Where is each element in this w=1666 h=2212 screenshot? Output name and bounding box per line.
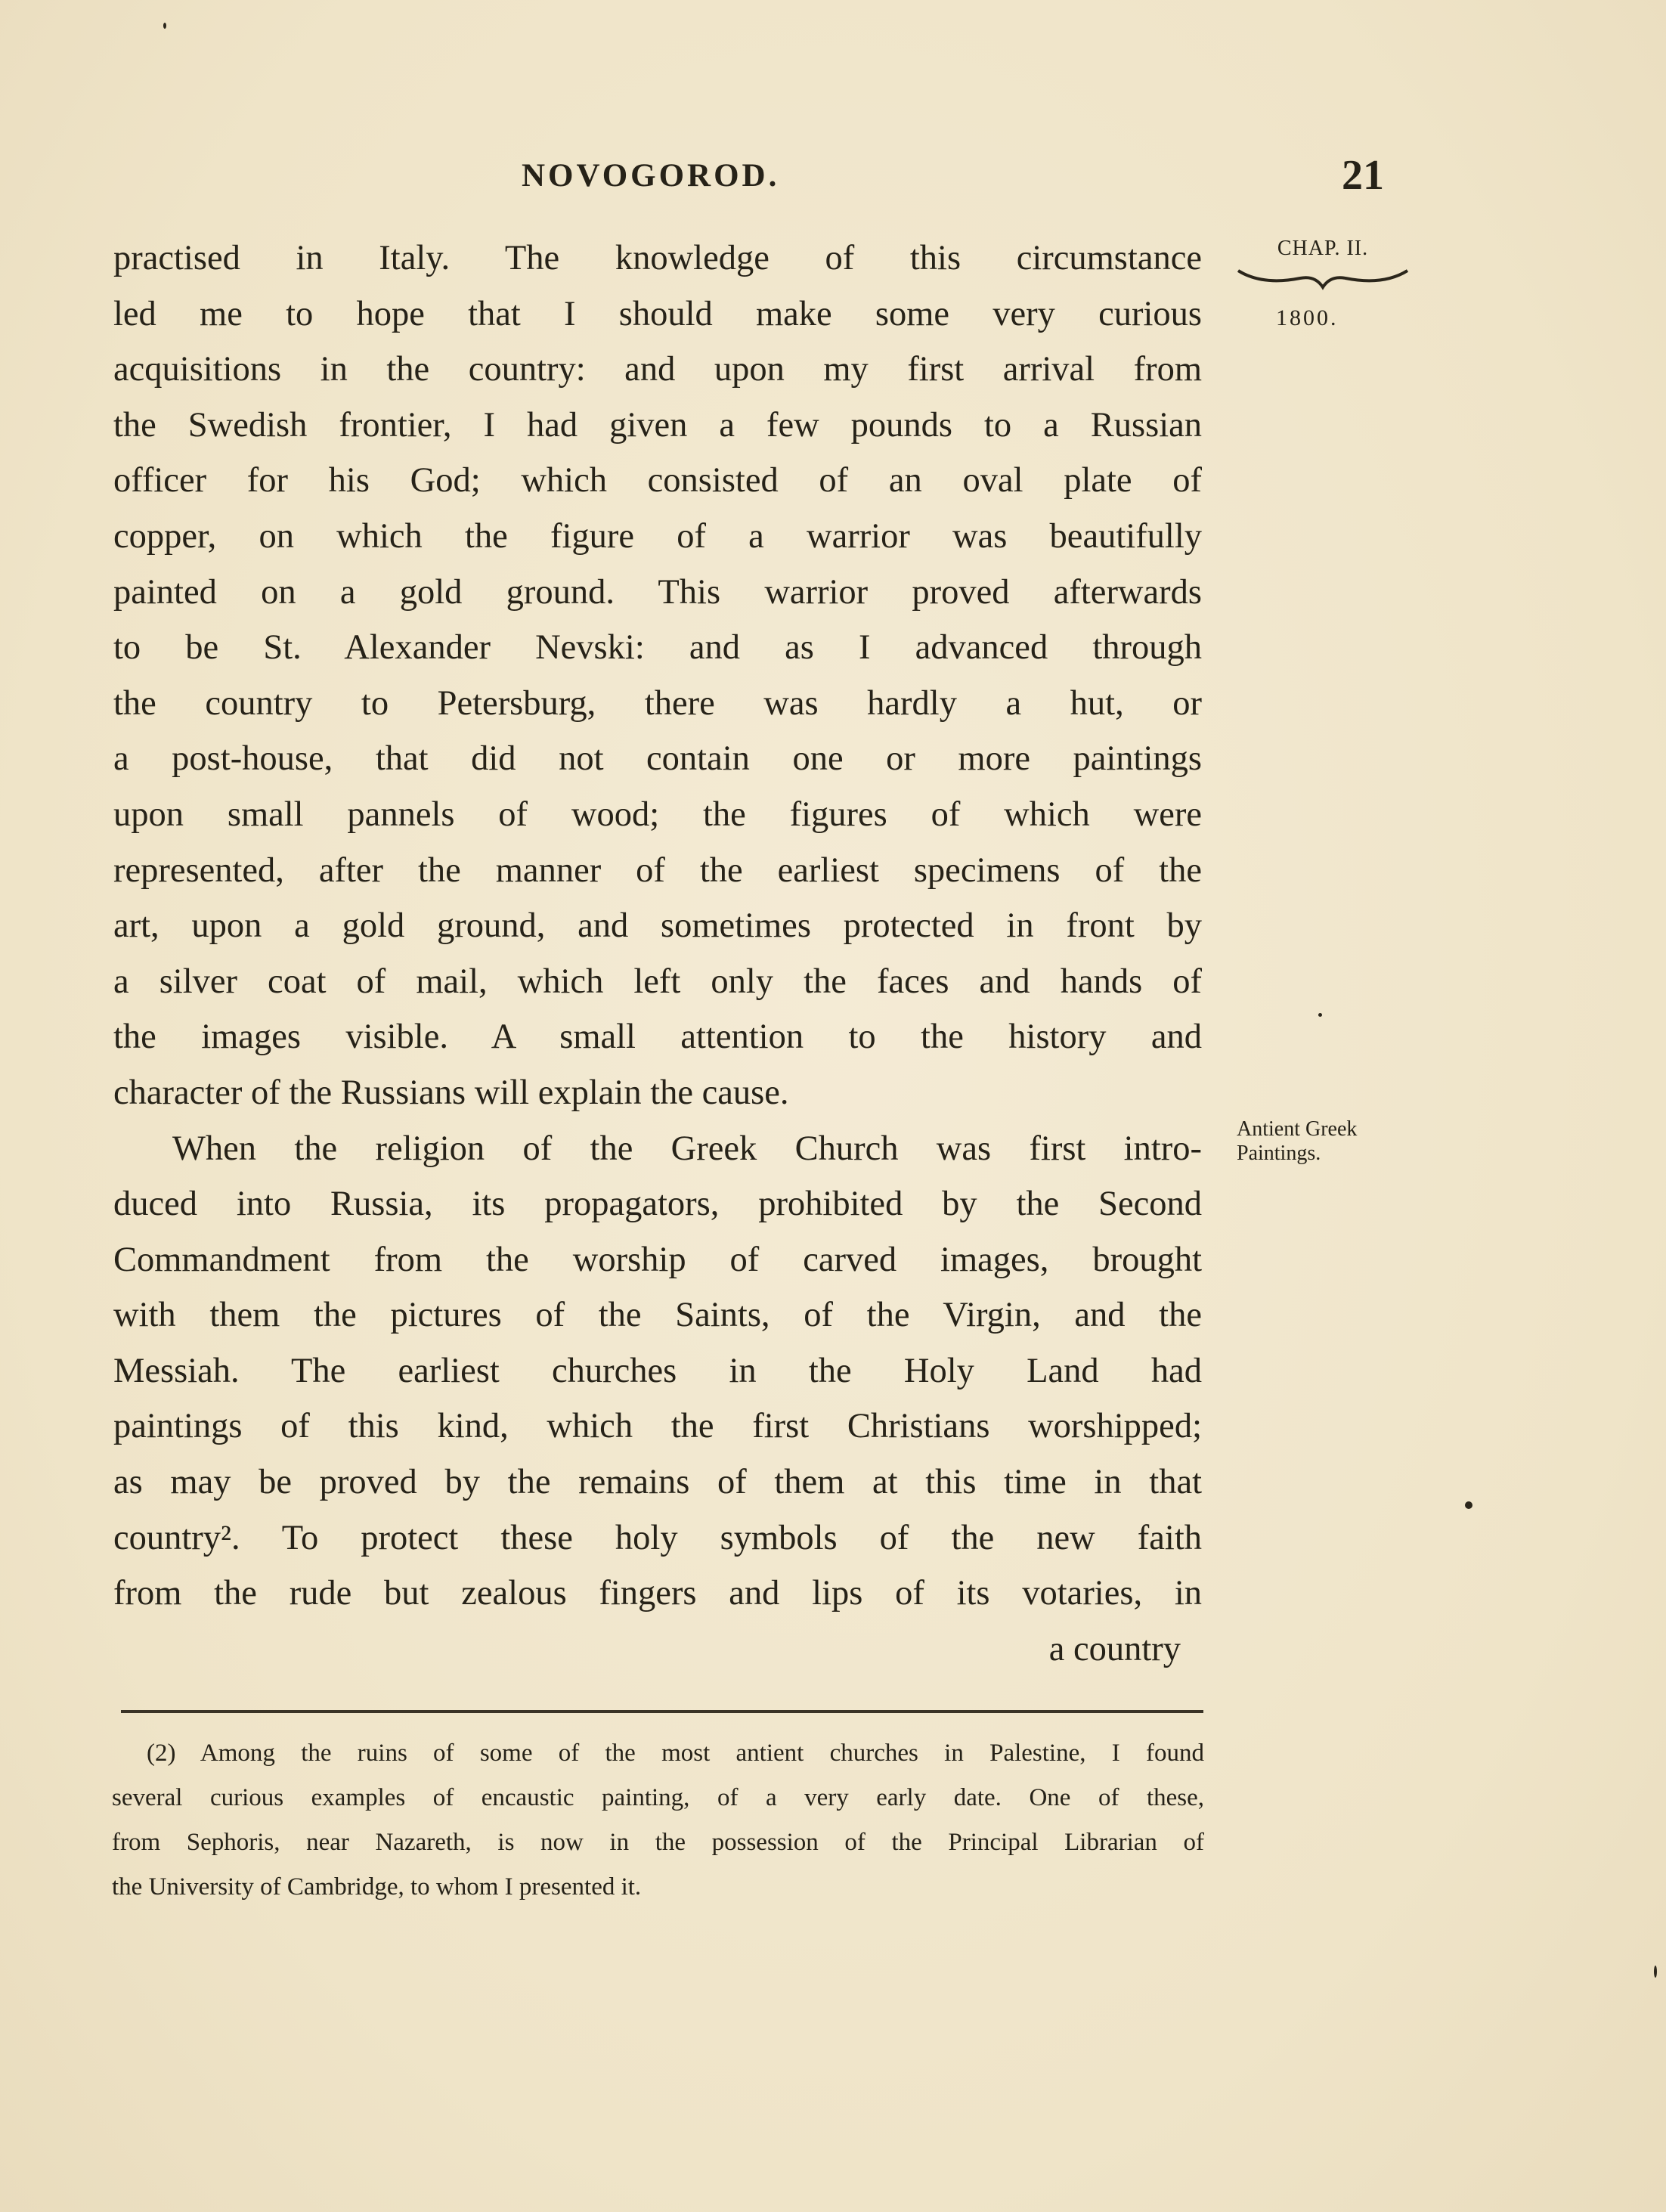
footnote-line: (2) Among the ruins of some of the most antient churches in Palestine, I found	[147, 1740, 1204, 1767]
footnote-line: several curious examples of encaustic painting, of a very early date. One of these,	[112, 1784, 1204, 1811]
body-line: copper, on which the figure of a warrior was beautifully	[113, 516, 1202, 556]
footnote	[112, 1731, 1204, 1910]
footnote-line: the University of Cambridge, to whom I presented it.	[112, 1873, 642, 1901]
ink-speck	[1654, 1966, 1657, 1978]
ink-speck	[1465, 1501, 1472, 1509]
body-line: country². To protect these holy symbols of the new faith	[113, 1518, 1202, 1557]
ink-speck	[163, 23, 166, 29]
margin-note-line: Paintings.	[1237, 1142, 1321, 1165]
body-line: duced into Russia, its propagators, prohibited by the Second	[113, 1185, 1202, 1224]
body-line: to be St. Alexander Nevski: and as I advanced through	[113, 628, 1202, 668]
body-line: from the rude but zealous fingers and lips of its votaries, in	[113, 1574, 1202, 1613]
running-title: NOVOGOROD.	[522, 158, 780, 194]
body-line: a post-house, that did not contain one or more paintings	[113, 739, 1202, 779]
margin-note-line: Antient Greek	[1237, 1117, 1358, 1141]
body-line: acquisitions in the country: and upon my first arrival from	[113, 350, 1202, 389]
page-number: 21	[1342, 152, 1384, 199]
margin-year: 1800.	[1276, 305, 1339, 330]
body-line: painted on a gold ground. This warrior proved afterwards	[113, 572, 1202, 612]
body-line: the country to Petersburg, there was hardly a hut, or	[113, 683, 1202, 723]
margin-brace-ornament	[1232, 265, 1414, 295]
footnote-line: from Sephoris, near Nazareth, is now in the possession of the Principal Librarian of	[112, 1829, 1204, 1856]
body-line: with them the pictures of the Saints, of the Virgin, and the	[113, 1296, 1202, 1335]
body-line: practised in Italy. The knowledge of this circumstance	[113, 239, 1202, 277]
margin-chapter: CHAP. II.	[1277, 237, 1369, 260]
body-line: character of the Russians will explain the cause.	[113, 1073, 789, 1112]
body-line: the Swedish frontier, I had given a few pounds to a Russian	[113, 405, 1202, 445]
body-line: Messiah. The earliest churches in the Holy Land had	[113, 1351, 1202, 1390]
body-line: art, upon a gold ground, and sometimes protected in front by	[113, 906, 1202, 946]
body-line: the images visible. A small attention to the history and	[113, 1018, 1202, 1057]
body-line: upon small pannels of wood; the figures of which were	[113, 795, 1202, 834]
body-line: officer for his God; which consisted of an oval plate of	[113, 461, 1202, 500]
running-head	[0, 151, 1666, 197]
body-line: Commandment from the worship of carved images, brought	[113, 1240, 1202, 1279]
footnote-rule	[121, 1710, 1203, 1713]
body-text	[113, 231, 1202, 1677]
margin-note-antient-greek-paintings	[1237, 1117, 1418, 1166]
body-line: as may be proved by the remains of them at this time in that	[113, 1463, 1202, 1502]
body-line: represented, after the manner of the earliest specimens of the	[113, 850, 1202, 890]
body-line: a silver coat of mail, which left only the faces and hands of	[113, 962, 1202, 1001]
body-line: led me to hope that I should make some very curious	[113, 294, 1202, 333]
body-line: paintings of this kind, which the first Christians worshipped;	[113, 1407, 1202, 1446]
ink-speck	[1318, 1013, 1322, 1017]
catchword: a country	[1048, 1629, 1181, 1668]
body-line: When the religion of the Greek Church was first intro-	[172, 1129, 1202, 1168]
